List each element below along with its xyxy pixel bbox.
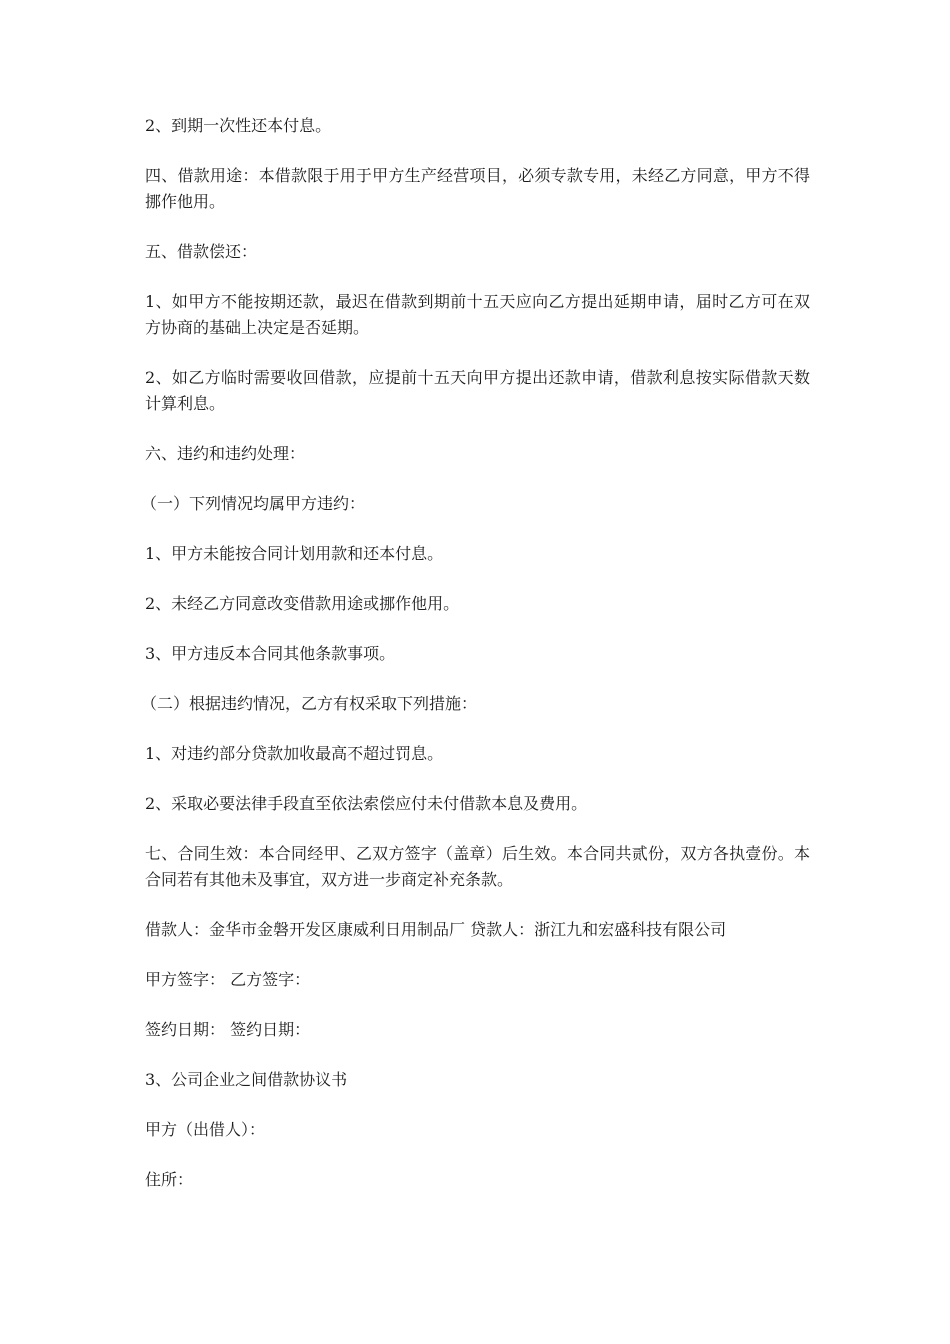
paragraph-parties: 借款人：金华市金磐开发区康威利日用制品厂 贷款人：浙江九和宏盛科技有限公司 bbox=[145, 920, 727, 939]
list-item-measure-2: 2、采取必要法律手段直至依法索偿应付未付借款本息及费用。 bbox=[145, 794, 588, 813]
signing-date-line: 签约日期： 签约日期： bbox=[145, 1020, 311, 1039]
list-item-breach-3: 3、甲方违反本合同其他条款事项。 bbox=[145, 644, 396, 663]
field-address: 住所： bbox=[145, 1170, 194, 1189]
heading-loan-repayment: 五、借款偿还： bbox=[145, 242, 258, 261]
paragraph-contract-effect: 七、合同生效：本合同经甲、乙双方签字（盖章）后生效。本合同共贰份，双方各执壹份。本合同若有其他未及事宜，双方进一步商定补充条款。 bbox=[145, 844, 810, 889]
list-item-breach-2: 2、未经乙方同意改变借款用途或挪作他用。 bbox=[145, 594, 460, 613]
list-item-breach-1: 1、甲方未能按合同计划用款和还本付息。 bbox=[145, 544, 444, 563]
heading-agreement-3: 3、公司企业之间借款协议书 bbox=[145, 1070, 348, 1089]
heading-breach: 六、违约和违约处理： bbox=[145, 444, 306, 463]
paragraph-early-recall: 2、如乙方临时需要收回借款，应提前十五天向甲方提出还款申请，借款利息按实际借款天数计算利息。 bbox=[145, 368, 810, 413]
paragraph-repayment-method: 2、到期一次性还本付息。 bbox=[145, 116, 332, 135]
subheading-party-b-measures: （二）根据违约情况，乙方有权采取下列措施： bbox=[141, 694, 478, 713]
field-party-a-lender: 甲方（出借人）： bbox=[145, 1120, 266, 1139]
list-item-measure-1: 1、对违约部分贷款加收最高不超过罚息。 bbox=[145, 744, 444, 763]
signature-line: 甲方签字： 乙方签字： bbox=[145, 970, 311, 989]
paragraph-loan-purpose: 四、借款用途：本借款限于用于甲方生产经营项目，必须专款专用，未经乙方同意，甲方不得挪作他用。 bbox=[145, 166, 810, 211]
subheading-party-a-breach: （一）下列情况均属甲方违约： bbox=[141, 494, 366, 513]
document-body bbox=[141, 113, 810, 1217]
paragraph-extension-request: 1、如甲方不能按期还款，最迟在借款到期前十五天应向乙方提出延期申请，届时乙方可在双方协商的基础上决定是否延期。 bbox=[145, 292, 810, 337]
